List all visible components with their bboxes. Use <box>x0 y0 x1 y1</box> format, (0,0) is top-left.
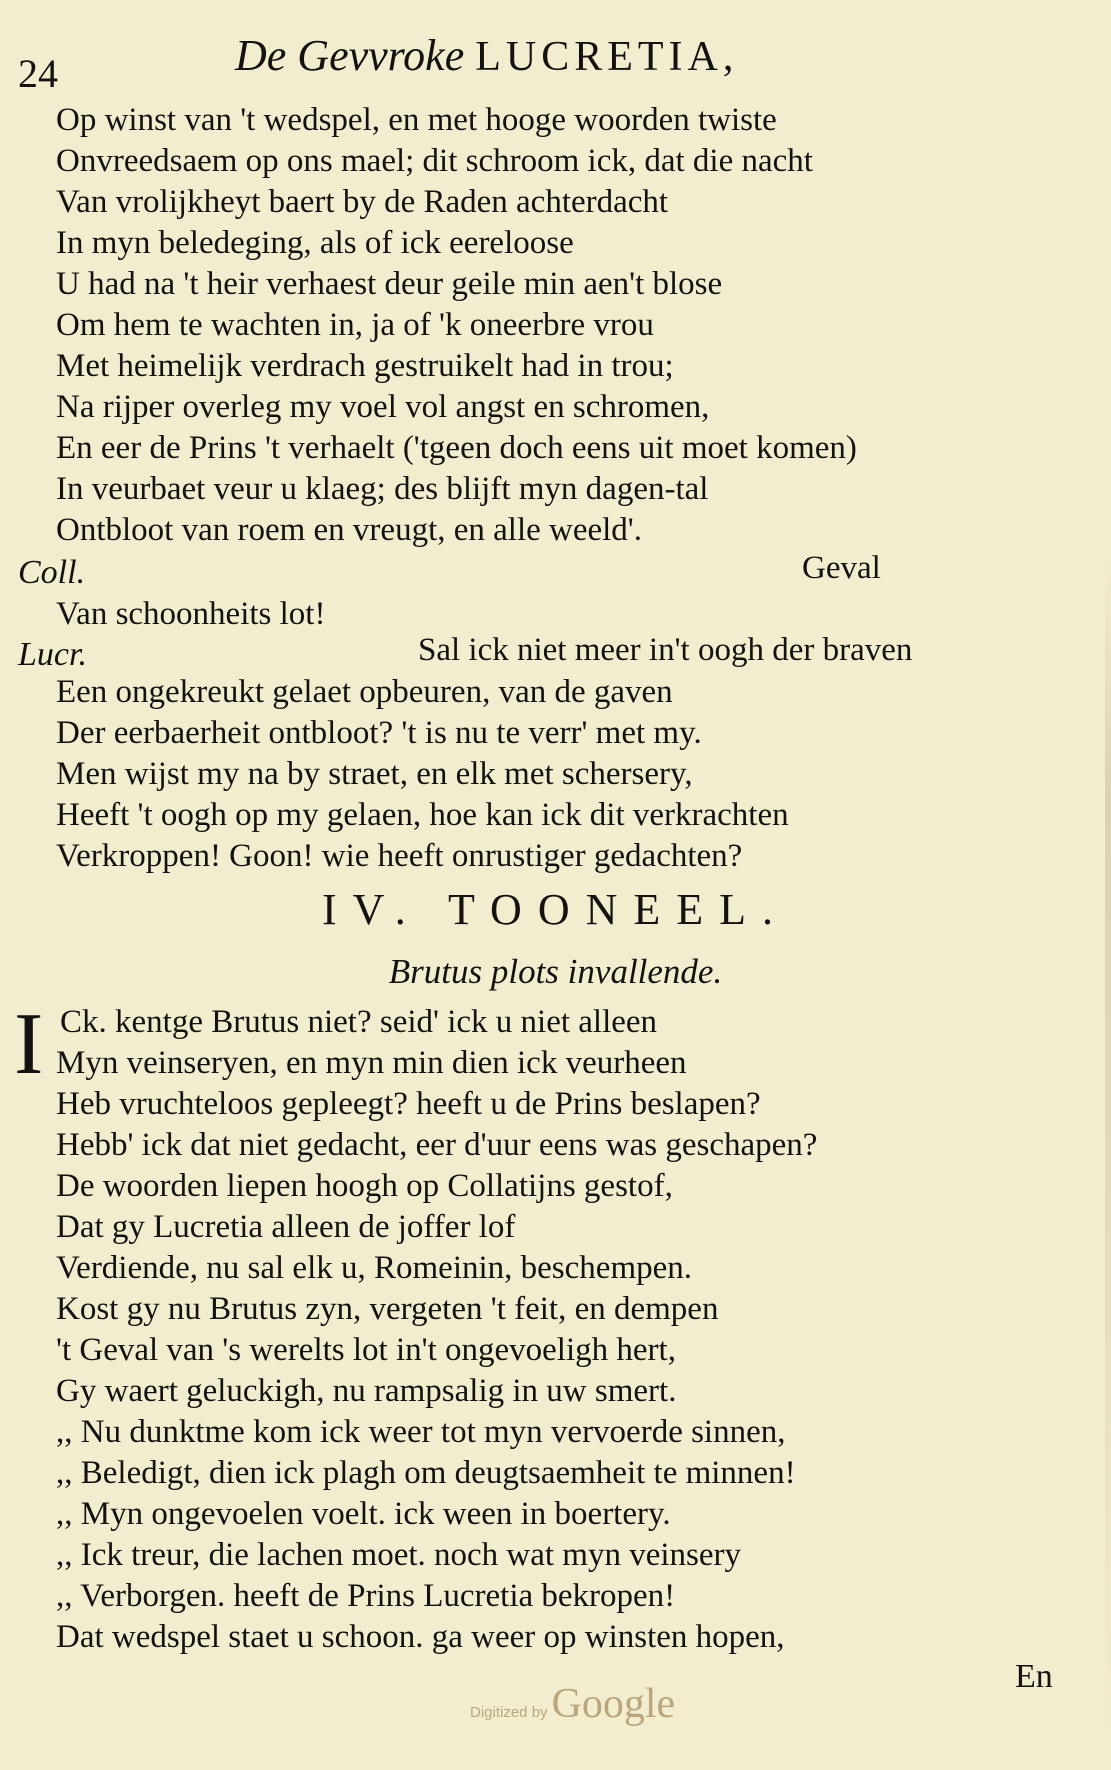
verse-line: In myn beledeging, als of ick eereloose <box>56 225 574 261</box>
verse-line: Om hem te wachten in, ja of 'k oneerbre vrou <box>56 307 654 343</box>
verse-line: Myn veinseryen, en myn min dien ick veurheen <box>56 1045 687 1081</box>
running-head-italic: De Gevvroke <box>235 31 465 80</box>
verse-line: In veurbaet veur u klaeg; des blijft myn dagen-tal <box>56 471 709 507</box>
catchword: En <box>1015 1658 1053 1695</box>
verse-line: 't Geval van 's werelts lot in't ongevoeligh hert, <box>56 1332 676 1368</box>
scene-title: IV. TOONEEL. <box>322 885 789 934</box>
verse-line: ,, Ick treur, die lachen moet. noch wat myn veinsery <box>56 1537 742 1573</box>
verse-line: Op winst van 't wedspel, en met hooge woorden twiste <box>56 102 777 138</box>
verse-line-continuation: Sal ick niet meer in't oogh der braven <box>418 632 913 668</box>
verse-line: Heeft 't oogh op my gelaen, hoe kan ick dit verkrachten <box>56 797 789 833</box>
verse-line: U had na 't heir verhaest deur geile min aen't blose <box>56 266 723 302</box>
page-number: 24 <box>18 51 58 96</box>
verse-line: Van vrolijkheyt baert by de Raden achterdacht <box>56 184 669 220</box>
verse-line-continuation: Geval <box>802 550 881 586</box>
verse-line: Van schoonheits lot! <box>56 596 326 632</box>
verse-line: Verdiende, nu sal elk u, Romeinin, beschempen. <box>56 1250 693 1286</box>
stage-direction: Brutus plots invallende. <box>388 952 723 991</box>
verse-line: Dat wedspel staet u schoon. ga weer op winsten hopen, <box>56 1619 785 1655</box>
page-edge-shadow <box>1105 560 1111 1740</box>
verse-line: ,, Nu dunktme kom ick weer tot myn vervoerde sinnen, <box>56 1414 786 1450</box>
verse-line: Gy waert geluckigh, nu rampsalig in uw smert. <box>56 1373 677 1409</box>
running-head-caps: LUCRETIA, <box>475 34 739 80</box>
verse-line: Men wijst my na by straet, en elk met schersery, <box>56 756 693 792</box>
running-head <box>235 30 935 81</box>
verse-line: Verkroppen! Goon! wie heeft onrustiger gedachten? <box>56 838 743 874</box>
watermark-brand: Google <box>551 1681 676 1727</box>
verse-line: ,, Verborgen. heeft de Prins Lucretia bekropen! <box>56 1578 676 1614</box>
verse-line: Ck. kentge Brutus niet? seid' ick u niet alleen <box>60 1004 658 1040</box>
verse-line: ,, Beledigt, dien ick plagh om deugtsaemheit te minnen! <box>56 1455 796 1491</box>
verse-line: Met heimelijk verdrach gestruikelt had in trou; <box>56 348 674 384</box>
verse-line: Dat gy Lucretia alleen de joffer lof <box>56 1209 516 1245</box>
verse-line: De woorden liepen hoogh op Collatijns gestof, <box>56 1168 673 1204</box>
speaker-lucr: Lucr. <box>18 636 87 673</box>
verse-line: Hebb' ick dat niet gedacht, eer d'uur eens was geschapen? <box>56 1127 818 1163</box>
verse-line: Kost gy nu Brutus zyn, vergeten 't feit, en dempen <box>56 1291 719 1327</box>
verse-line: En eer de Prins 't verhaelt ('tgeen doch eens uit moet komen) <box>56 430 857 466</box>
verse-line: Ontbloot van roem en vreugt, en alle weeld'. <box>56 512 643 548</box>
digitization-watermark <box>470 1680 675 1728</box>
verse-line: Der eerbaerheit ontbloot? 't is nu te verr' met my. <box>56 715 702 751</box>
watermark-prefix: Digitized by <box>470 1704 548 1721</box>
speaker-coll: Coll. <box>18 554 86 591</box>
verse-line: Na rijper overleg my voel vol angst en schromen, <box>56 389 710 425</box>
verse-line: Een ongekreukt gelaet opbeuren, van de gaven <box>56 674 673 710</box>
drop-capital: I <box>14 996 44 1093</box>
verse-line: ,, Myn ongevoelen voelt. ick ween in boertery. <box>56 1496 671 1532</box>
verse-line: Onvreedsaem op ons mael; dit schroom ick, dat die nacht <box>56 143 813 179</box>
verse-line: Heb vruchteloos gepleegt? heeft u de Prins beslapen? <box>56 1086 761 1122</box>
